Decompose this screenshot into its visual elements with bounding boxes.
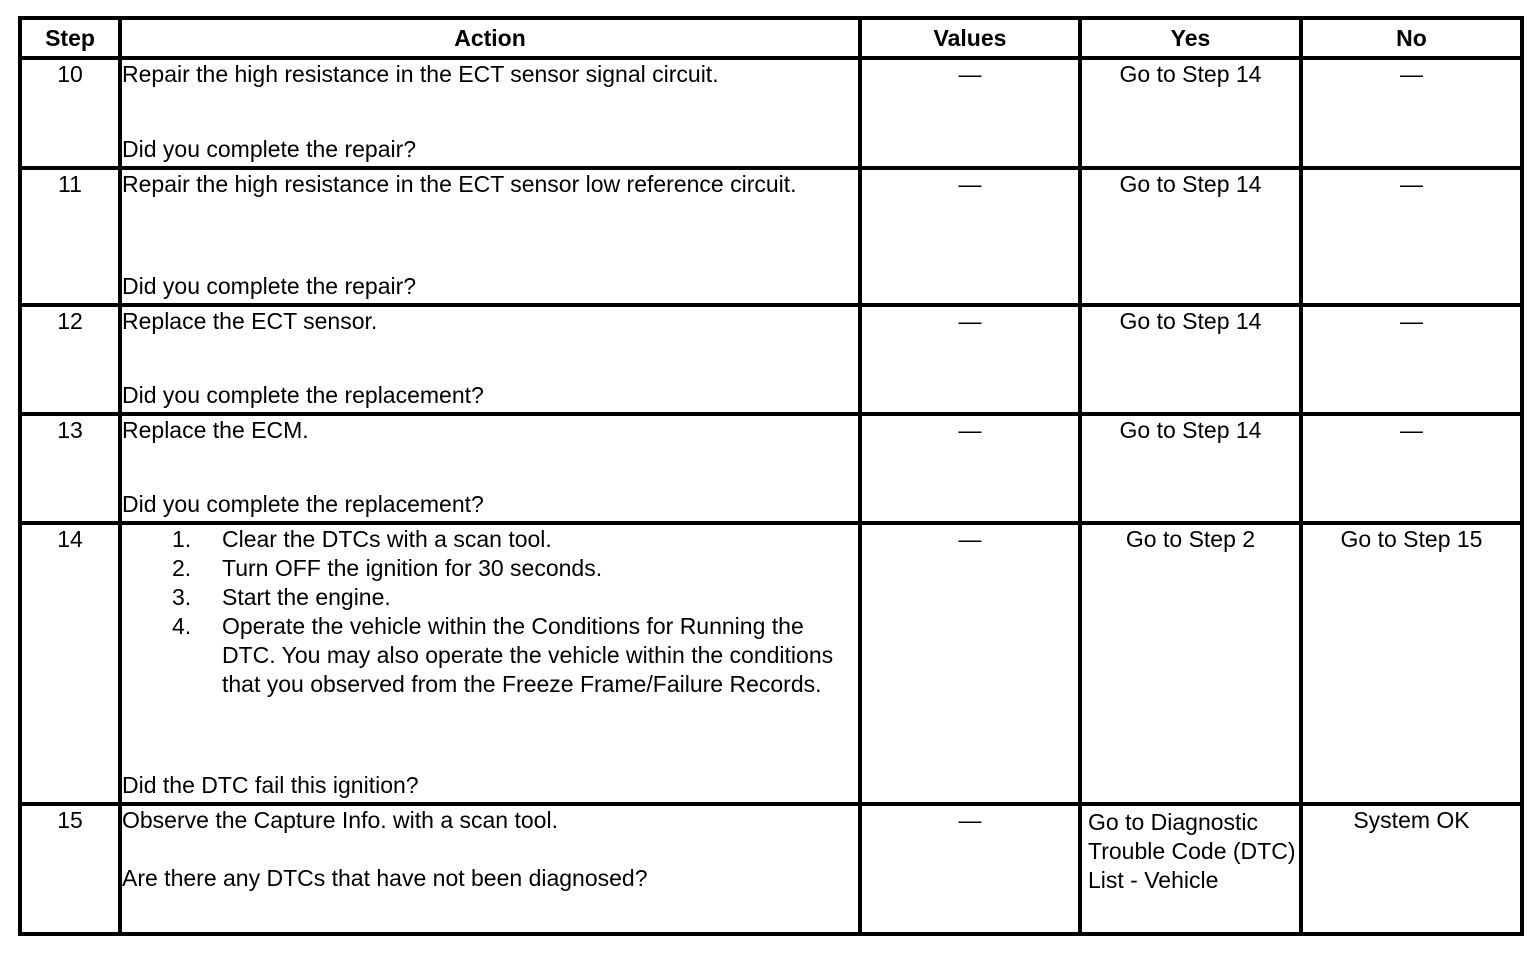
- action-question: Did the DTC fail this ignition?: [122, 772, 419, 798]
- values-cell: —: [860, 414, 1080, 523]
- step-number: 14: [20, 523, 120, 804]
- action-cell: [120, 804, 860, 934]
- values-cell: —: [860, 58, 1080, 168]
- values-cell: —: [860, 804, 1080, 934]
- list-item-text: Clear the DTCs with a scan tool.: [222, 526, 552, 552]
- action-text: Repair the high resistance in the ECT sensor signal circuit.: [122, 61, 719, 87]
- step-number: 12: [20, 305, 120, 414]
- no-cell: —: [1301, 168, 1522, 305]
- step-number: 11: [20, 168, 120, 305]
- list-item-text: Operate the vehicle within the Conditions for Running the DTC. You may also operate the vehicle within the conditions that you observed from the Freeze Frame/Failure Records.: [222, 613, 834, 697]
- no-cell: System OK: [1301, 804, 1522, 934]
- header-yes: Yes: [1080, 18, 1301, 58]
- table-row: [20, 804, 1522, 934]
- yes-cell: Go to Step 14: [1080, 305, 1301, 414]
- action-question: Are there any DTCs that have not been diagnosed?: [122, 865, 648, 891]
- no-cell: —: [1301, 414, 1522, 523]
- no-cell: Go to Step 15: [1301, 523, 1522, 804]
- header-row: [20, 18, 1522, 58]
- table-row: [20, 523, 1522, 804]
- list-item: [172, 525, 858, 554]
- action-question: Did you complete the replacement?: [122, 382, 484, 408]
- header-no: No: [1301, 18, 1522, 58]
- no-cell: —: [1301, 58, 1522, 168]
- action-text: Replace the ECM.: [122, 417, 309, 443]
- step-number: 13: [20, 414, 120, 523]
- table-row: [20, 414, 1522, 523]
- action-cell: [120, 414, 860, 523]
- action-text: Repair the high resistance in the ECT sensor low reference circuit.: [122, 171, 797, 197]
- action-cell: [120, 58, 860, 168]
- list-item-number: 2.: [172, 555, 192, 581]
- action-text: Replace the ECT sensor.: [122, 308, 378, 334]
- action-question: Did you complete the replacement?: [122, 491, 484, 517]
- action-question: Did you complete the repair?: [122, 136, 417, 162]
- yes-cell: Go to Step 14: [1080, 168, 1301, 305]
- header-values: Values: [860, 18, 1080, 58]
- table-row: [20, 168, 1522, 305]
- list-item: [172, 612, 858, 699]
- yes-cell: Go to Step 2: [1080, 523, 1301, 804]
- action-cell: [120, 305, 860, 414]
- action-question: Did you complete the repair?: [122, 273, 417, 299]
- table-row: [20, 58, 1522, 168]
- table-row: [20, 305, 1522, 414]
- step-number: 10: [20, 58, 120, 168]
- list-item-number: 1.: [172, 526, 192, 552]
- step-number: 15: [20, 804, 120, 934]
- list-item-text: Turn OFF the ignition for 30 seconds.: [222, 555, 603, 581]
- action-cell: [120, 168, 860, 305]
- no-cell: —: [1301, 305, 1522, 414]
- diagnostic-table: [18, 16, 1524, 936]
- header-action: Action: [120, 18, 860, 58]
- action-step-list: [122, 525, 858, 699]
- list-item-number: 4.: [172, 613, 192, 639]
- list-item-number: 3.: [172, 584, 192, 610]
- yes-cell: Go to Step 14: [1080, 414, 1301, 523]
- list-item: [172, 583, 858, 612]
- list-item: [172, 554, 858, 583]
- list-item-text: Start the engine.: [222, 584, 391, 610]
- action-cell: [120, 523, 860, 804]
- action-text: Observe the Capture Info. with a scan tool.: [122, 807, 558, 833]
- header-step: Step: [20, 18, 120, 58]
- yes-cell: Go to Step 14: [1080, 58, 1301, 168]
- values-cell: —: [860, 523, 1080, 804]
- yes-cell: Go to Diagnostic Trouble Code (DTC) List - Vehicle: [1080, 804, 1301, 934]
- values-cell: —: [860, 305, 1080, 414]
- values-cell: —: [860, 168, 1080, 305]
